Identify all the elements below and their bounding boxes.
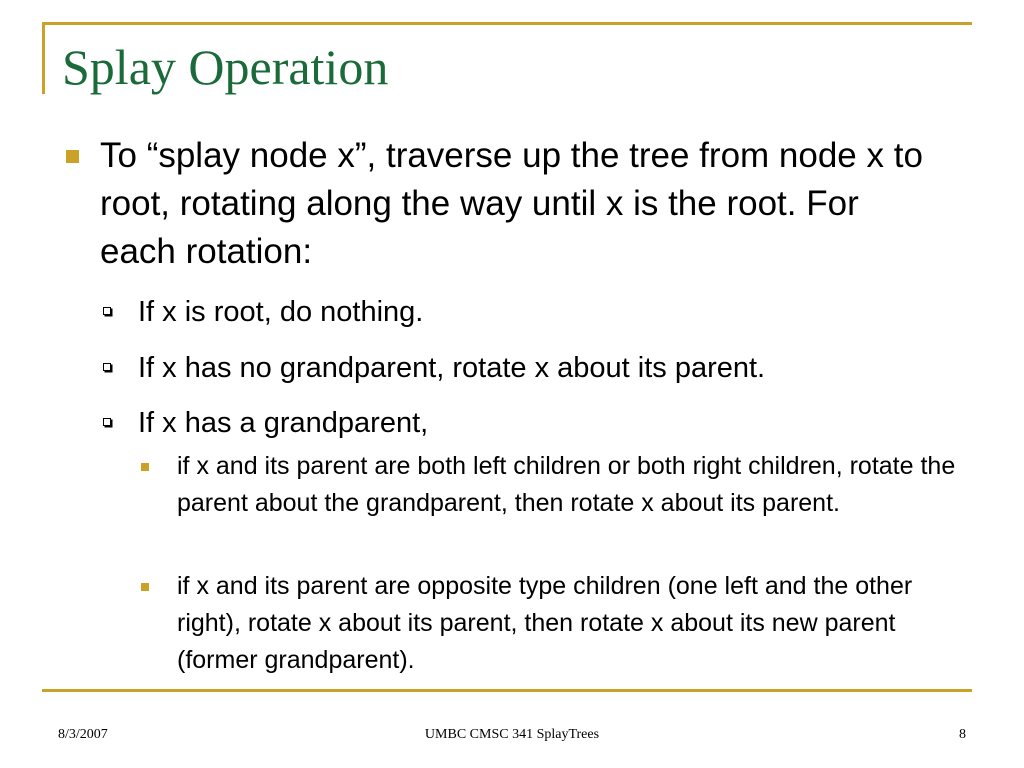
slide-title: Splay Operation xyxy=(62,39,389,95)
footer-date: 8/3/2007 xyxy=(58,727,108,742)
frame-left-rule xyxy=(42,22,45,94)
footer-page-number: 8 xyxy=(959,727,966,742)
main-bullet-text: To “splay node x”, traverse up the tree from node x to root, rotating along the way until x is the root. For each rotation: xyxy=(100,136,923,271)
subsub-bullet-text: if x and its parent are both left children or both right children, rotate the parent about the grandparent, then rotate x about its parent. xyxy=(177,452,956,517)
small-square-bullet-icon xyxy=(141,583,149,591)
sub-bullet-text: If x has no grandparent, rotate x about its parent. xyxy=(138,352,766,384)
frame-top-rule xyxy=(42,22,972,25)
footer-course: UMBC CMSC 341 SplayTrees xyxy=(424,727,600,742)
square-bullet-icon xyxy=(66,150,79,163)
hollow-square-bullet-icon xyxy=(103,363,111,371)
footer-rule xyxy=(42,689,972,692)
hollow-square-bullet-icon xyxy=(103,418,111,426)
hollow-square-bullet-icon xyxy=(103,307,111,315)
small-square-bullet-icon xyxy=(141,463,149,471)
subsub-bullet-text: if x and its parent are opposite type children (one left and the other right), rotate x about its parent, then rotate x about its new parent (former grandparent). xyxy=(177,572,913,674)
sub-bullet-text: If x has a grandparent, xyxy=(138,407,429,439)
sub-bullet-text: If x is root, do nothing. xyxy=(138,296,424,328)
